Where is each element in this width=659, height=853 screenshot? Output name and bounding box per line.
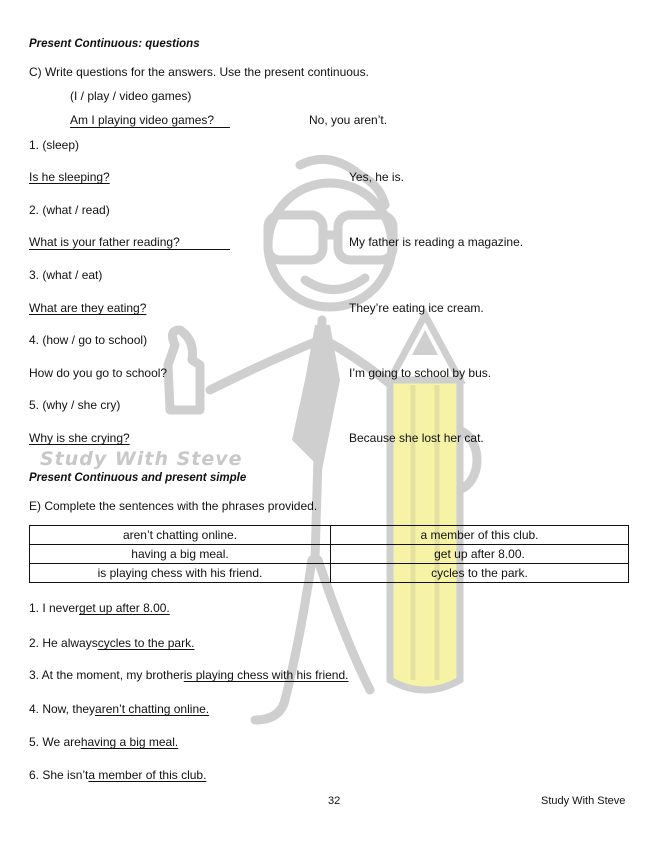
table-cell: is playing chess with his friend.	[30, 564, 331, 583]
figure-left-arm	[210, 340, 320, 390]
table-row	[30, 545, 629, 564]
sentence-5	[29, 735, 178, 749]
sentence-3	[29, 668, 348, 682]
sentence-2	[29, 636, 194, 650]
section1-instruction: C) Write questions for the answers. Use the present continuous.	[29, 65, 369, 79]
item5-question: Why is she crying?	[29, 431, 130, 445]
table-row	[30, 564, 629, 583]
section1-title: Present Continuous: questions	[29, 38, 200, 50]
watermark-text: Study With Steve	[40, 448, 243, 470]
item1-answer: Yes, he is.	[349, 170, 404, 184]
page-number: 32	[328, 795, 341, 807]
table-cell: having a big meal.	[30, 545, 331, 564]
sentence-answer: get up after 8.00.	[79, 601, 170, 615]
table-row	[30, 526, 629, 545]
example-underline	[70, 127, 230, 128]
example-prompt: (I / play / video games)	[70, 89, 192, 103]
table-cell: get up after 8.00.	[331, 545, 629, 564]
sentence-prefix: 1. I never	[29, 601, 80, 615]
sentence-4	[29, 702, 209, 716]
item5-prompt: 5. (why / she cry)	[29, 398, 121, 412]
item5-answer: Because she lost her cat.	[349, 431, 484, 445]
example-answer: No, you aren’t.	[309, 113, 388, 127]
item3-prompt: 3. (what / eat)	[29, 268, 103, 282]
sentence-answer: is playing chess with his friend.	[183, 668, 349, 682]
sentence-1	[29, 601, 170, 615]
item1-question: Is he sleeping?	[29, 170, 110, 184]
sentence-prefix: 2. He always	[29, 636, 98, 650]
item4-question: How do you go to school?	[29, 366, 168, 380]
sentence-answer: cycles to the park.	[97, 636, 195, 650]
sentence-prefix: 3. At the moment, my brother	[29, 668, 184, 682]
figure-left-leg	[255, 560, 312, 720]
item4-prompt: 4. (how / go to school)	[29, 333, 148, 347]
item2-answer: My father is reading a magazine.	[349, 235, 524, 249]
sentence-prefix: 5. We are	[29, 735, 81, 749]
item1-prompt: 1. (sleep)	[29, 138, 80, 152]
sentence-6	[29, 768, 206, 782]
item3-question: What are they eating?	[29, 301, 147, 315]
table-cell: a member of this club.	[331, 526, 629, 545]
sentence-prefix: 6. She isn’t	[29, 768, 89, 782]
footer-brand: Study With Steve	[541, 795, 626, 807]
sentence-prefix: 4. Now, they	[29, 702, 96, 716]
section2-instruction: E) Complete the sentences with the phrases provided.	[29, 499, 318, 513]
figure-smile	[305, 278, 365, 290]
phrases-table	[29, 525, 629, 583]
item2-question: What is your father reading?	[29, 235, 180, 249]
sentence-answer: a member of this club.	[88, 768, 207, 782]
item4-answer: I’m going to school by bus.	[349, 366, 492, 380]
table-cell: cycles to the park.	[331, 564, 629, 583]
item3-answer: They’re eating ice cream.	[349, 301, 484, 315]
example-question: Am I playing video games?	[70, 113, 215, 127]
sentence-answer: aren’t chatting online.	[95, 702, 210, 716]
sentence-answer: having a big meal.	[80, 735, 179, 749]
thumbs-up-hand	[168, 330, 200, 410]
section2-title: Present Continuous and present simple	[29, 472, 247, 484]
item2-underline	[29, 249, 230, 250]
item2-prompt: 2. (what / read)	[29, 203, 110, 217]
table-cell: aren’t chatting online.	[30, 526, 331, 545]
